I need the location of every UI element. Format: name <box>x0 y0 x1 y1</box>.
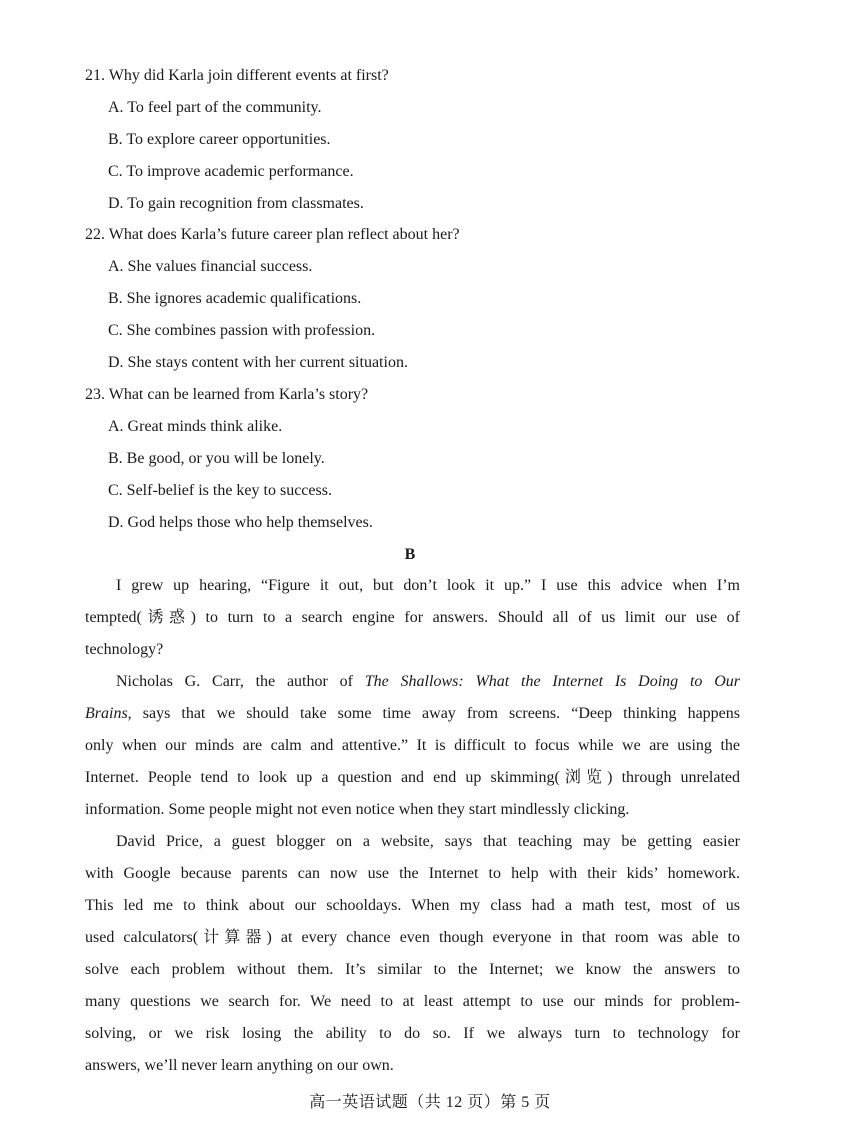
question-23-option-b: B. Be good, or you will be lonely. <box>108 450 325 467</box>
question-23-stem: 23. What can be learned from Karla’s story? <box>85 386 369 403</box>
paragraph-line: I grew up hearing, “Figure it out, but don’t look it up.” I use this advice when I’m <box>116 577 740 594</box>
passage-paragraph-2 <box>85 666 740 826</box>
paragraph-line: many questions we search for. We need to at least attempt to use our minds for problem- <box>85 993 740 1010</box>
paragraph-line: answers, we’ll never learn anything on our own. <box>85 1057 394 1074</box>
paragraph-line: David Price, a guest blogger on a website, says that teaching may be getting easier <box>116 833 740 850</box>
paragraph-line: only when our minds are calm and attentive.” It is difficult to focus while we are using the <box>85 737 740 754</box>
paragraph-line: solving, or we risk losing the ability to do so. If we always turn to technology for <box>85 1025 740 1042</box>
paragraph-line: technology? <box>85 641 164 658</box>
paragraph-line: tempted(诱惑) to turn to a search engine for answers. Should all of us limit our use of <box>85 609 740 626</box>
paragraph-line <box>85 666 740 698</box>
paragraph-text: , says that we should take some time away from screens. “Deep thinking happens <box>127 705 740 722</box>
page-footer: 高一英语试题（共 12 页）第 5 页 <box>309 1094 551 1111</box>
paragraph-line: This led me to think about our schooldays. When my class had a math test, most of us <box>85 897 740 914</box>
question-23-option-d: D. God helps those who help themselves. <box>108 514 373 531</box>
question-22-option-c: C. She combines passion with profession. <box>108 322 376 339</box>
paragraph-line: with Google because parents can now use the Internet to help with their kids’ homework. <box>85 865 740 882</box>
question-21-option-a: A. To feel part of the community. <box>108 99 322 116</box>
paragraph-line: used calculators(计算器) at every chance even though everyone in that room was able to <box>85 929 740 946</box>
paragraph-line: Internet. People tend to look up a question and end up skimming(浏览) through unrelated <box>85 769 740 786</box>
question-21-option-d: D. To gain recognition from classmates. <box>108 195 364 212</box>
question-23-option-c: C. Self-belief is the key to success. <box>108 482 332 499</box>
paragraph-text: Nicholas G. Carr, the author of <box>116 673 365 690</box>
question-23-option-a: A. Great minds think alike. <box>108 418 283 435</box>
passage-paragraph-3 <box>85 826 740 1082</box>
question-22-option-d: D. She stays content with her current situation. <box>108 354 408 371</box>
question-21-stem: 21. Why did Karla join different events at first? <box>85 67 389 84</box>
book-title: Brains <box>85 705 128 722</box>
question-22-option-a: A. She values financial success. <box>108 258 313 275</box>
question-22-stem: 22. What does Karla’s future career plan reflect about her? <box>85 226 460 243</box>
paragraph-line: information. Some people might not even notice when they start mindlessly clicking. <box>85 801 630 818</box>
question-22-option-b: B. She ignores academic qualifications. <box>108 290 362 307</box>
paragraph-line <box>85 698 740 730</box>
section-label: B <box>404 546 416 563</box>
passage-paragraph-1 <box>85 570 740 666</box>
question-21-option-c: C. To improve academic performance. <box>108 163 354 180</box>
question-21-option-b: B. To explore career opportunities. <box>108 131 331 148</box>
paragraph-line: solve each problem without them. It’s similar to the Internet; we know the answers to <box>85 961 740 978</box>
book-title: The Shallows: What the Internet Is Doing to Our <box>364 673 740 690</box>
